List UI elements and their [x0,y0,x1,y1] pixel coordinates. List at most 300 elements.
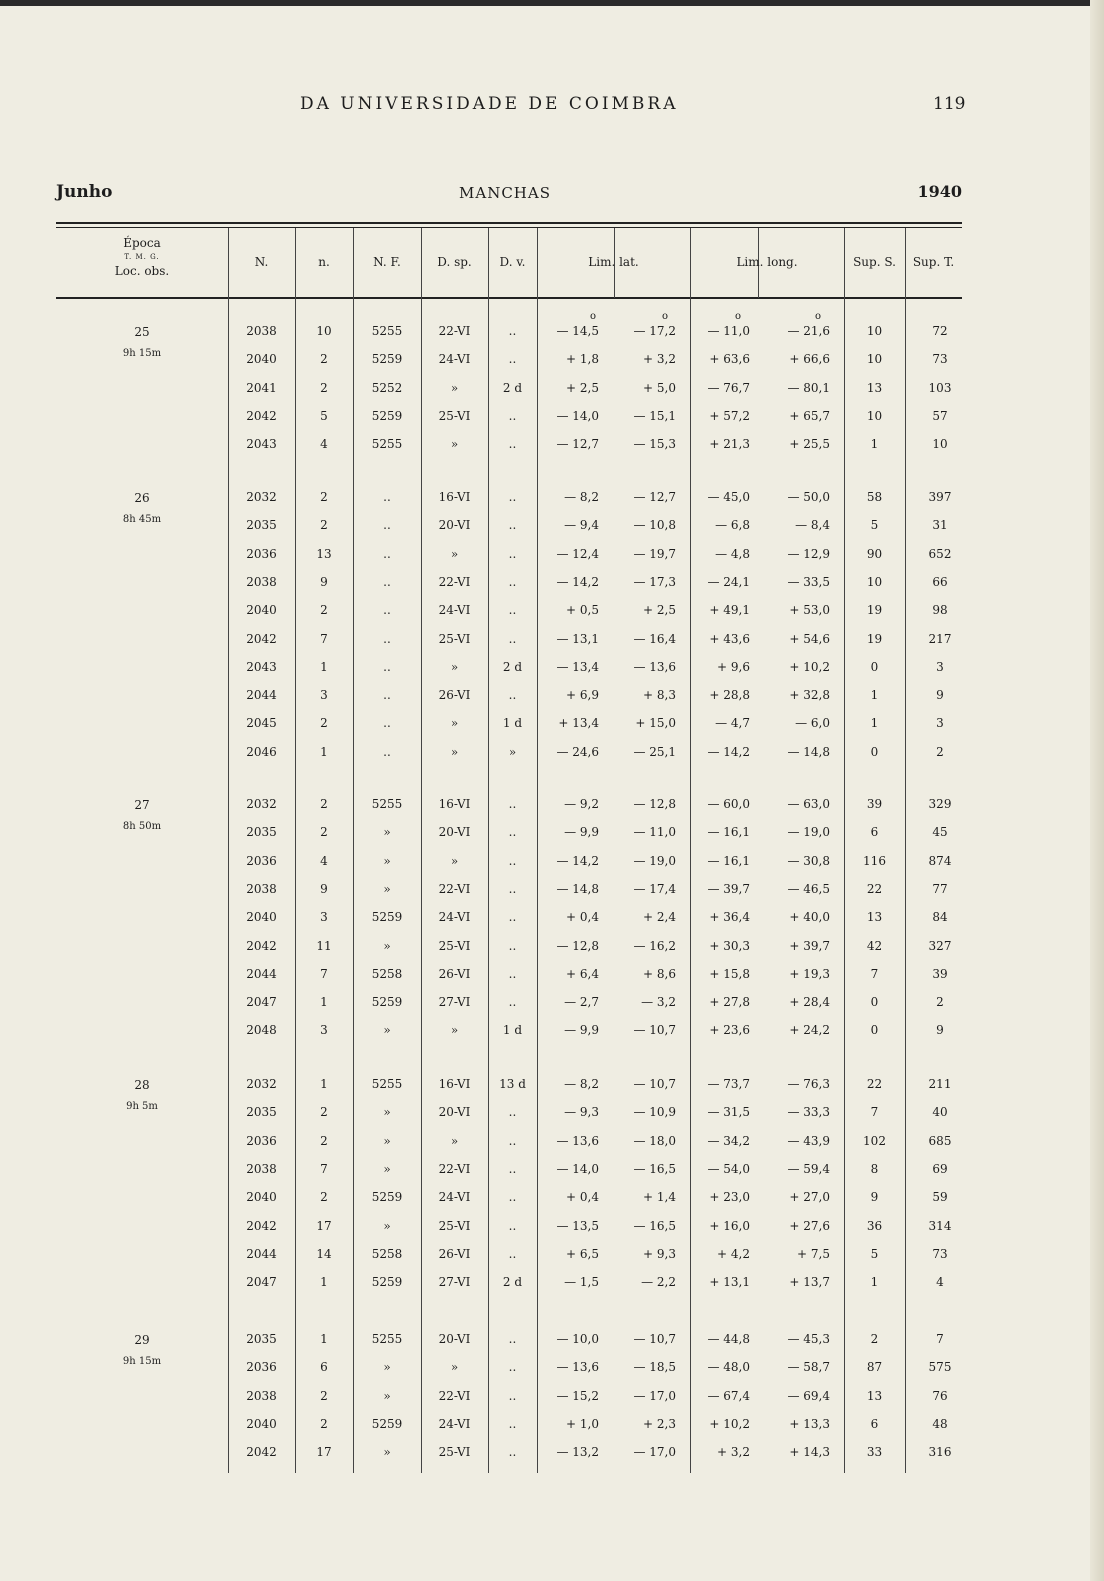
cell-long-max: — 80,1 [787,380,830,395]
cell-sup-t: 3 [936,659,944,674]
cell-long-min: + 9,6 [717,659,750,674]
cell-nf: .. [383,631,391,646]
cell-long-max: — 59,4 [787,1161,830,1176]
degree-mark: o [662,311,669,322]
cell-lat-min: — 2,7 [564,995,599,1010]
cell-dv: 2 d [502,1275,523,1290]
table-row [0,933,1104,961]
cell-n: 1 [320,659,328,674]
cell-lat-max: — 10,9 [633,1105,676,1120]
cell-lat-max: — 18,0 [633,1133,676,1148]
cell-lat-max: — 16,5 [633,1161,676,1176]
cell-lat-max: — 15,1 [633,408,676,423]
cell-long-min: — 39,7 [707,881,750,896]
cell-dsp: 26-VI [438,966,471,981]
cell-sup-t: 76 [932,1388,948,1403]
cell-long-min: — 73,7 [707,1077,750,1091]
cell-sup-s: 33 [866,1445,883,1460]
cell-dv: .. [508,1190,517,1205]
cell-lat-max: + 2,4 [643,910,676,925]
epoca-label: Época [123,236,161,250]
cell-long-max: + 28,4 [789,995,830,1010]
cell-dsp: 26-VI [438,1246,471,1261]
cell-long-max: + 53,0 [789,603,830,618]
cell-sup-s: 0 [870,744,879,759]
cell-dv: .. [508,1360,517,1375]
cell-lat-max: — 3,2 [641,995,676,1010]
cell-n: 1 [320,1332,328,1346]
cell-N: 2036 [246,1360,277,1375]
cell-dv: .. [508,1388,517,1403]
cell-long-max: + 24,2 [789,1023,830,1038]
header-dsp: D. sp. [437,255,472,269]
cell-long-min: + 13,1 [709,1275,750,1290]
table-row [0,484,1104,512]
cell-dsp: 25-VI [438,938,471,953]
cell-sup-t: 316 [928,1445,952,1460]
cell-sup-s: 8 [870,1161,879,1176]
running-head [0,94,1104,124]
cell-n: 4 [320,853,328,868]
cell-sup-t: 329 [928,797,952,811]
cell-lat-min: — 24,6 [556,744,599,759]
cell-dv: 1 d [502,716,523,731]
cell-dv: .. [508,603,517,618]
cell-nf: 5259 [371,1275,403,1290]
cell-long-max: + 14,3 [789,1445,830,1460]
cell-nf: » [383,1023,391,1038]
cell-nf: » [383,1445,391,1460]
table-row [0,739,1104,767]
cell-dsp: 27-VI [438,995,471,1010]
cell-n: 6 [320,1360,328,1375]
cell-sup-s: 1 [870,437,879,452]
cell-dsp: » [450,744,459,759]
cell-nf: 5252 [371,380,403,395]
epoca-header [56,236,228,278]
cell-N: 2044 [246,966,277,981]
cell-sup-s: 13 [866,910,883,925]
header-long: Lim. long. [736,255,798,269]
cell-n: 2 [320,352,328,367]
cell-n: 5 [320,408,328,423]
cell-lat-max: + 8,6 [643,966,676,981]
cell-sup-t: 685 [928,1133,952,1148]
cell-long-max: + 54,6 [789,631,830,646]
cell-dv: .. [508,518,517,533]
cell-dsp: » [450,380,459,395]
cell-long-min: + 15,8 [709,966,750,981]
cell-n: 9 [320,881,328,896]
cell-long-max: — 33,5 [787,574,830,589]
cell-sup-s: 1 [870,688,879,703]
cell-sup-t: 4 [936,1275,944,1290]
cell-dv: .. [508,881,517,896]
cell-lat-max: — 19,7 [633,546,676,561]
cell-sup-t: 103 [928,380,952,395]
table-row [0,569,1104,597]
cell-lat-min: + 0,4 [566,1190,599,1205]
cell-sup-t: 3 [936,716,944,731]
cell-dv: » [508,744,517,759]
table-row [0,876,1104,904]
cell-sup-t: 217 [928,631,952,646]
cell-n: 3 [320,1023,328,1038]
cell-nf: » [383,1218,391,1233]
cell-dv: .. [508,352,517,367]
cell-n: 2 [320,797,328,811]
table-row [0,1071,1104,1099]
cell-lat-min: + 6,9 [566,688,599,703]
table-row [0,1128,1104,1156]
cell-long-min: + 30,3 [709,938,750,953]
cell-dsp: 22-VI [438,881,471,896]
header-N: N. [254,255,269,269]
cell-long-min: + 43,6 [709,631,750,646]
cell-sup-t: 10 [932,437,948,452]
cell-long-min: + 23,0 [709,1190,750,1205]
cell-long-max: + 13,7 [789,1275,830,1290]
cell-dv: .. [508,408,517,423]
cell-sup-s: 0 [870,659,879,674]
cell-n: 1 [320,995,328,1010]
cell-lat-min: — 13,6 [556,1133,599,1148]
cell-sup-s: 1 [870,716,879,731]
cell-lat-max: — 15,3 [633,437,676,452]
cell-dv: 1 d [502,1023,523,1038]
cell-lat-max: — 10,7 [633,1023,676,1038]
cell-long-min: + 28,8 [709,688,750,703]
day-number: 28 [134,1078,150,1092]
cell-long-min: — 31,5 [707,1105,750,1120]
cell-dsp: » [450,1360,459,1375]
cell-lat-min: — 14,2 [556,853,599,868]
cell-sup-s: 10 [866,408,883,423]
cell-lat-min: — 8,2 [564,1077,599,1091]
cell-sup-s: 19 [866,603,883,618]
cell-long-max: — 21,6 [787,324,830,338]
cell-lat-max: — 10,7 [633,1077,676,1091]
cell-long-max: — 8,4 [795,518,830,533]
cell-n: 9 [320,574,328,589]
table-row [0,1213,1104,1241]
cell-long-min: — 54,0 [707,1161,750,1176]
table-row [0,848,1104,876]
cell-n: 17 [316,1445,332,1460]
cell-n: 2 [320,825,328,840]
table-row [0,597,1104,625]
cell-N: 2045 [246,716,277,731]
table-row [0,904,1104,932]
cell-sup-t: 327 [928,938,952,953]
cell-long-max: + 65,7 [789,408,830,423]
table-row [0,1184,1104,1212]
cell-lat-min: + 6,4 [566,966,599,981]
cell-N: 2041 [246,380,277,395]
cell-dv: .. [508,966,517,981]
table-top-rule [56,222,962,224]
table-row [0,791,1104,819]
cell-nf: 5259 [371,1416,403,1431]
table-row [0,403,1104,431]
cell-n: 2 [320,1133,328,1148]
cell-n: 7 [320,966,328,981]
cell-nf: 5255 [371,437,403,452]
day-number: 29 [134,1333,150,1347]
cell-lat-max: — 18,5 [633,1360,676,1375]
cell-long-max: + 66,6 [789,352,830,367]
cell-sup-t: 575 [928,1360,952,1375]
cell-long-min: + 49,1 [709,603,750,618]
cell-N: 2035 [246,825,277,840]
cell-N: 2047 [246,1275,277,1290]
cell-sup-s: 87 [866,1360,883,1375]
page-top-edge [0,0,1104,6]
cell-lat-min: — 14,5 [556,324,599,338]
cell-dsp: » [450,1133,459,1148]
cell-nf: » [383,1133,391,1148]
cell-lat-min: + 0,5 [566,603,599,618]
cell-dsp: 20-VI [438,825,471,840]
cell-long-max: + 7,5 [797,1246,830,1261]
cell-long-max: + 32,8 [789,688,830,703]
cell-lat-min: — 14,0 [556,408,599,423]
table-row [0,512,1104,540]
cell-long-max: — 12,9 [787,546,830,561]
cell-nf: 5258 [371,966,403,981]
table-row [0,375,1104,403]
cell-lat-max: + 1,4 [643,1190,676,1205]
cell-long-min: — 34,2 [707,1133,750,1148]
cell-N: 2038 [246,574,277,589]
cell-n: 7 [320,1161,328,1176]
month-label: Junho [56,182,113,202]
cell-dsp: 22-VI [438,324,471,338]
cell-sup-t: 2 [936,744,944,759]
table-row [0,1269,1104,1297]
cell-dsp: 16-VI [438,1077,471,1091]
header-sup-s: Sup. S. [853,255,896,269]
cell-long-min: + 27,8 [709,995,750,1010]
cell-long-min: + 16,0 [709,1218,750,1233]
cell-N: 2036 [246,853,277,868]
cell-lat-min: — 13,4 [556,659,599,674]
cell-nf: 5255 [371,324,403,338]
cell-n: 2 [320,716,328,731]
cell-N: 2048 [246,1023,277,1038]
cell-lat-min: — 13,2 [556,1445,599,1460]
cell-long-min: — 60,0 [707,797,750,811]
table-row [0,318,1104,346]
cell-nf: 5255 [371,797,403,811]
cell-lat-max: + 8,3 [643,688,676,703]
cell-dsp: 24-VI [438,1416,471,1431]
cell-nf: » [383,1105,391,1120]
table-row [0,654,1104,682]
cell-dv: .. [508,1133,517,1148]
cell-N: 2040 [246,603,277,618]
cell-long-max: — 50,0 [787,490,830,504]
cell-dv: .. [508,1218,517,1233]
cell-N: 2038 [246,1161,277,1176]
cell-lat-max: + 3,2 [643,352,676,367]
cell-sup-s: 10 [866,574,883,589]
cell-sup-s: 36 [866,1218,883,1233]
cell-long-max: — 63,0 [787,797,830,811]
cell-lat-max: + 15,0 [635,716,676,731]
header-lat: Lim. lat. [588,255,639,269]
cell-sup-s: 7 [870,1105,879,1120]
cell-N: 2035 [246,1105,277,1120]
cell-dv: 2 d [502,380,523,395]
cell-sup-t: 314 [928,1218,952,1233]
cell-lat-min: — 1,5 [564,1275,599,1290]
cell-N: 2047 [246,995,277,1010]
section-title: MANCHAS [459,184,551,202]
table-row [0,819,1104,847]
cell-lat-min: + 1,8 [566,352,599,367]
cell-dv: .. [508,1416,517,1431]
table-row [0,682,1104,710]
cell-lat-max: — 16,5 [633,1218,676,1233]
cell-long-max: — 45,3 [787,1332,830,1346]
cell-long-min: — 24,1 [707,574,750,589]
cell-sup-t: 48 [932,1416,948,1431]
cell-dsp: 26-VI [438,688,471,703]
cell-lat-min: — 14,0 [556,1161,599,1176]
cell-long-min: — 45,0 [707,490,750,504]
table-row [0,346,1104,374]
cell-dsp: 20-VI [438,1332,471,1346]
cell-lat-max: + 5,0 [643,380,676,395]
cell-dv: .. [508,574,517,589]
cell-lat-max: — 16,2 [633,938,676,953]
cell-sup-t: 59 [932,1190,948,1205]
cell-long-max: — 58,7 [787,1360,830,1375]
cell-dv: .. [508,490,517,504]
cell-dv: .. [508,825,517,840]
cell-dsp: » [450,1023,459,1038]
cell-N: 2040 [246,1190,277,1205]
cell-sup-t: 73 [932,1246,948,1261]
degree-mark: o [590,311,597,322]
cell-N: 2042 [246,1218,277,1233]
cell-dsp: 20-VI [438,1105,471,1120]
cell-nf: .. [383,744,391,759]
cell-sup-s: 0 [870,1023,879,1038]
header-n: n. [318,255,330,269]
cell-long-max: — 46,5 [787,881,830,896]
cell-N: 2044 [246,1246,277,1261]
page-number: 119 [933,94,966,114]
cell-lat-min: — 15,2 [556,1388,599,1403]
cell-lat-min: — 13,5 [556,1218,599,1233]
cell-lat-min: — 14,2 [556,574,599,589]
cell-dv: .. [508,938,517,953]
year-label: 1940 [917,182,962,201]
cell-dv: .. [508,853,517,868]
cell-long-min: — 6,8 [715,518,750,533]
cell-dv: .. [508,797,517,811]
day-number: 26 [134,491,150,505]
cell-long-min: + 23,6 [709,1023,750,1038]
cell-N: 2038 [246,324,277,338]
cell-N: 2046 [246,744,277,759]
cell-nf: 5259 [371,352,403,367]
cell-dsp: 20-VI [438,518,471,533]
cell-long-min: — 14,2 [707,744,750,759]
table-row [0,626,1104,654]
cell-lat-max: — 13,6 [633,659,676,674]
cell-N: 2040 [246,352,277,367]
cell-dv: .. [508,995,517,1010]
cell-sup-t: 72 [932,324,948,338]
cell-dv: 2 d [502,659,523,674]
cell-lat-max: — 19,0 [633,853,676,868]
cell-sup-t: 874 [928,853,952,868]
cell-long-max: + 13,3 [789,1416,830,1431]
cell-nf: » [383,1388,391,1403]
cell-N: 2032 [246,1077,277,1091]
cell-lat-min: — 13,6 [556,1360,599,1375]
cell-lat-min: — 9,4 [564,518,599,533]
cell-long-max: + 27,6 [789,1218,830,1233]
cell-nf: .. [383,490,391,504]
cell-n: 2 [320,490,328,504]
cell-long-max: + 25,5 [789,437,830,452]
cell-dsp: » [450,716,459,731]
cell-long-max: — 69,4 [787,1388,830,1403]
cell-dv: .. [508,1445,517,1460]
cell-dsp: 25-VI [438,1445,471,1460]
cell-sup-s: 7 [870,966,879,981]
cell-nf: 5255 [371,1077,403,1091]
cell-nf: .. [383,574,391,589]
cell-dsp: » [450,437,459,452]
cell-dsp: 25-VI [438,631,471,646]
cell-N: 2038 [246,881,277,896]
cell-N: 2043 [246,659,277,674]
cell-long-max: — 43,9 [787,1133,830,1148]
table-row [0,1156,1104,1184]
cell-sup-s: 22 [866,1077,883,1091]
header-dv: D. v. [499,255,526,269]
cell-lat-min: — 12,7 [556,437,599,452]
cell-dv: .. [508,910,517,925]
cell-sup-s: 58 [866,490,883,504]
cell-nf: 5259 [371,408,403,423]
cell-long-min: + 4,2 [717,1246,750,1261]
cell-N: 2040 [246,910,277,925]
cell-dsp: 22-VI [438,1161,471,1176]
cell-dsp: 25-VI [438,1218,471,1233]
cell-dsp: 16-VI [438,490,471,504]
cell-sup-t: 77 [932,881,948,896]
cell-lat-min: + 6,5 [566,1246,599,1261]
cell-long-min: + 10,2 [709,1416,750,1431]
cell-lat-min: + 13,4 [558,716,599,731]
cell-n: 1 [320,1077,328,1091]
cell-sup-s: 42 [866,938,883,953]
cell-lat-max: — 10,7 [633,1332,676,1346]
cell-sup-s: 90 [866,546,883,561]
cell-nf: 5255 [371,1332,403,1346]
table-header [56,182,962,206]
cell-sup-s: 0 [870,995,879,1010]
cell-dv: .. [508,324,517,338]
cell-lat-max: — 25,1 [633,744,676,759]
cell-sup-t: 2 [936,995,944,1010]
